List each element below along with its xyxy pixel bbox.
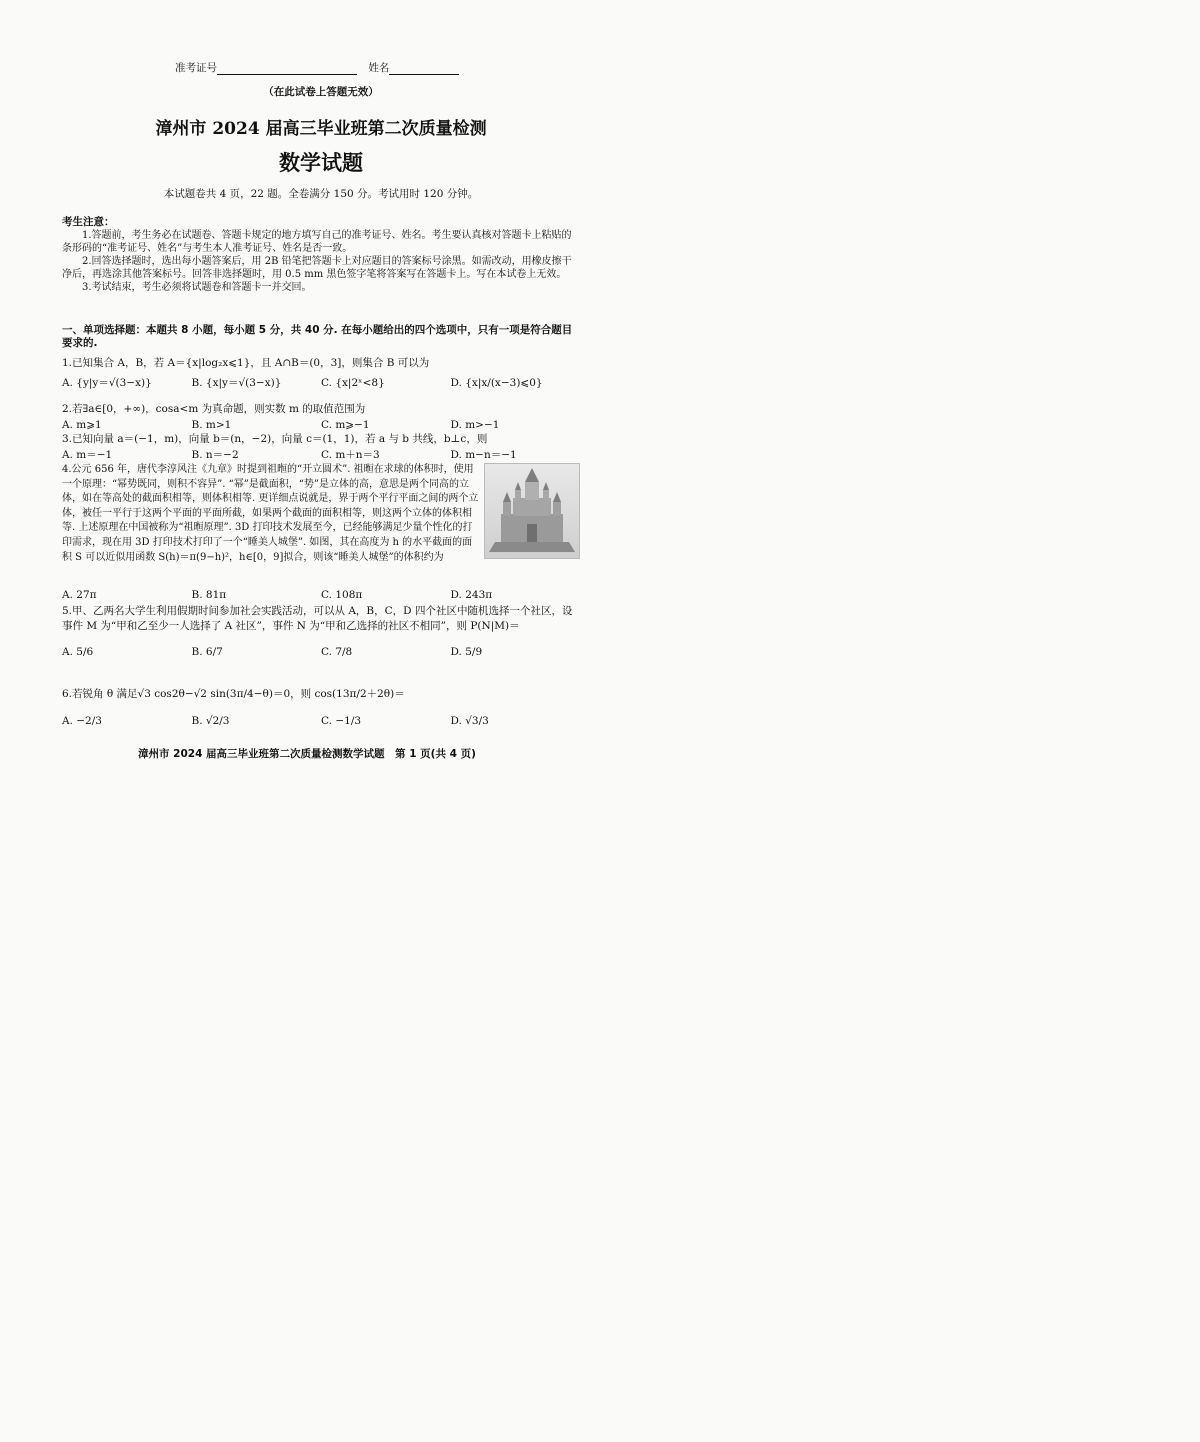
notice-title: 考生注意： — [62, 216, 115, 228]
question-4 — [62, 463, 480, 565]
notice-item: 1.答题前，考生务必在试题卷、答题卡规定的地方填写自己的准考证号、姓名。考生要认真核对答题卡上粘贴的条形码的“准考证号、姓名”与考生本人准考证号、姓名是否一致。 — [62, 230, 572, 254]
option-b[interactable]: B. 6/7 — [191, 646, 223, 658]
page-1-footer: 漳州市 2024 届高三毕业班第二次质量检测数学试题 第 1 页(共 4 页) — [138, 748, 476, 760]
option-b[interactable]: B. {x|y＝√(3−x)} — [191, 377, 282, 389]
option-a[interactable]: A. 27π — [62, 589, 97, 601]
question-stem: 2.若∃a∈[0，+∞)，cosa<m 为真命题，则实数 m 的取值范围为 — [62, 403, 366, 415]
question-stem: 1.已知集合 A，B，若 A＝{x|log₂x⩽1}，且 A∩B＝(0，3]，则集合 B 可以为 — [62, 357, 430, 369]
name-blank[interactable] — [389, 63, 459, 75]
exam-info: 本试题卷共 4 页，22 题。全卷满分 150 分。考试用时 120 分钟。 — [163, 188, 479, 200]
invalid-note: （在此试卷上答题无效） — [263, 86, 379, 98]
option-c[interactable]: C. 108π — [321, 589, 363, 601]
question-5 — [62, 604, 580, 659]
castle-figure — [484, 463, 580, 559]
question-stem: 6.若锐角 θ 满足√3 cos2θ−√2 sin(3π/4−θ)＝0，则 cos(13π/2＋2θ)＝ — [62, 688, 405, 700]
candidate-info — [175, 62, 459, 75]
name-label: 姓名 — [368, 62, 390, 74]
exam-number-label: 准考证号 — [175, 62, 217, 74]
option-a[interactable]: A. −2/3 — [62, 715, 102, 727]
option-a[interactable]: A. m＝−1 — [62, 449, 113, 461]
question-4-options — [62, 589, 580, 602]
question-1 — [62, 357, 580, 390]
option-d[interactable]: D. √3/3 — [450, 715, 489, 727]
page-2 — [600, 0, 1200, 821]
option-c[interactable]: C. {x|2ˣ<8} — [321, 377, 385, 389]
option-d[interactable]: D. m>−1 — [450, 419, 500, 431]
option-c[interactable]: C. m⩾−1 — [321, 419, 370, 431]
page-1 — [0, 0, 600, 821]
section-1-heading: 一、单项选择题：本题共 8 小题，每小题 5 分，共 40 分. 在每小题给出的四个选项中，只有一项是符合题目要求的. — [62, 324, 573, 349]
option-d[interactable]: D. 243π — [450, 589, 493, 601]
option-b[interactable]: B. m>1 — [191, 419, 232, 431]
option-d[interactable]: D. 5/9 — [450, 646, 483, 658]
exam-number-blank[interactable] — [217, 63, 357, 75]
subject-title: 数学试题 — [279, 151, 363, 175]
option-c[interactable]: C. −1/3 — [321, 715, 362, 727]
question-stem: 3.已知向量 a＝(−1，m)，向量 b＝(n，−2)，向量 c＝(1，1)，若 a 与 b 共线，b⊥c，则 — [62, 433, 488, 445]
question-2 — [62, 403, 580, 432]
option-d[interactable]: D. m−n＝−1 — [450, 449, 517, 461]
option-a[interactable]: A. {y|y＝√(3−x)} — [62, 377, 152, 389]
notice-item: 2.回答选择题时，选出每小题答案后，用 2B 铅笔把答题卡上对应题目的答案标号涂黑。如需改动，用橡皮擦干净后，再选涂其他答案标号。回答非选择题时，用 0.5 mm 黑色签字笔将答案写在答题卡上。写在本试卷上无效。 — [62, 256, 572, 280]
option-c[interactable]: C. m＋n＝3 — [321, 449, 380, 461]
option-a[interactable]: A. m⩾1 — [62, 419, 102, 431]
castle-icon — [485, 464, 579, 558]
exam-title: 漳州市 2024 届高三毕业班第二次质量检测 — [155, 119, 487, 139]
notice-item: 3.考试结束，考生必须将试题卷和答题卡一并交回。 — [82, 282, 312, 293]
option-b[interactable]: B. 81π — [191, 589, 227, 601]
option-c[interactable]: C. 7/8 — [321, 646, 353, 658]
option-d[interactable]: D. {x|x/(x−3)⩽0} — [450, 377, 543, 389]
question-stem: 4.公元 656 年，唐代李淳风注《九章》时提到祖暅的“开立圆术”. 祖暅在求球的体积时，使用一个原理：“幂势既同，则积不容异”. “幂”是截面积，“势”是立体的高，意思是两个同高的立体，如在等高处的截面积相等，则体积相等. 更详细点说就是，界于两个平行平面之间的两个立体，被任一平行于这两个平面的平面所截，如果两个截面的面积相等，则这两个立体的体积相等. 上述原理在中国被称为“祖暅原理”. 3D 打印技术发展至今，已经能够满足少量个性化的打印需求，现在用 3D 打印技术打印了一个“睡美人城堡”. 如图，其在高度为 h 的水平截面的面积 S 可以近似用函数 S(h)＝π(9−h)²，h∈[0，9]拟合，则该“睡美人城堡”的体积约为 — [62, 464, 479, 563]
question-3 — [62, 433, 580, 462]
option-b[interactable]: B. √2/3 — [191, 715, 230, 727]
option-a[interactable]: A. 5/6 — [62, 646, 94, 658]
notice-section — [62, 216, 580, 294]
option-b[interactable]: B. n＝−2 — [191, 449, 239, 461]
question-stem: 5.甲、乙两名大学生利用假期时间参加社会实践活动，可以从 A，B，C，D 四个社区中随机选择一个社区，设事件 M 为“甲和乙至少一人选择了 A 社区”，事件 N 为“甲和乙选择的社区不相同”，则 P(N|M)＝ — [62, 605, 573, 632]
question-6 — [62, 688, 580, 728]
